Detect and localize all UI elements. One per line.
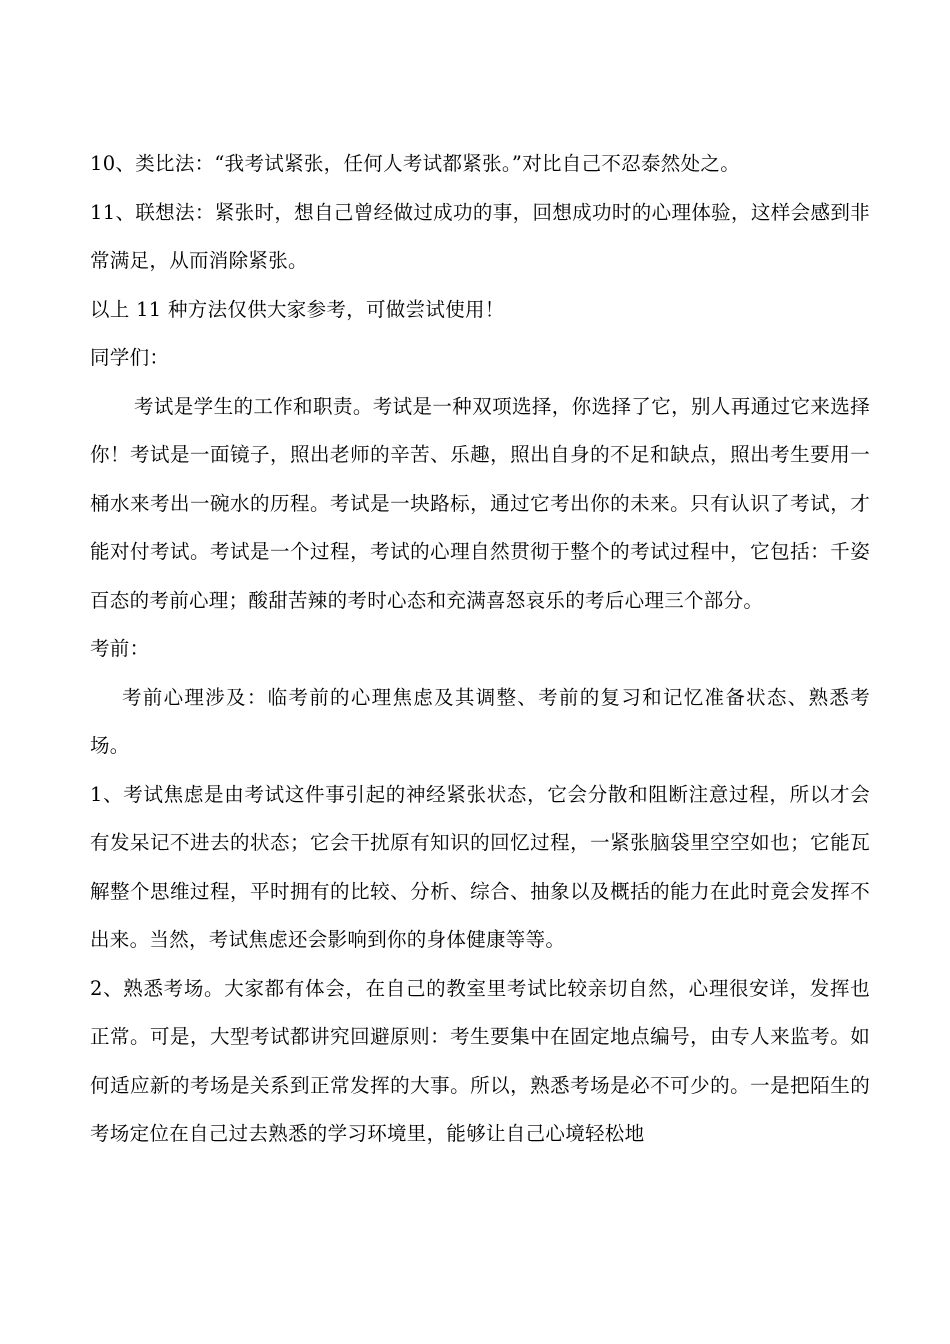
paragraph-point-1: 1、考试焦虑是由考试这件事引起的神经紧张状态，它会分散和阻断注意过程，所以才会有发呆记不进去的状态；它会干扰原有知识的回忆过程，一紧张脑袋里空空如也；它能瓦解整个思维过程，平时拥有的比较、分析、综合、抽象以及概括的能力在此时竟会发挥不出来。当然，考试焦虑还会影响到你的身体健康等等。 (90, 782, 870, 951)
paragraph-greeting: 同学们： (90, 346, 170, 369)
paragraph-summary: 以上 11 种方法仅供大家参考，可做尝试使用！ (90, 297, 505, 321)
paragraph-tip-10: 10、类比法：“我考试紧张，任何人考试都紧张。”对比自己不忍泰然处之。 (90, 152, 741, 175)
paragraph-tip-11: 11、联想法：紧张时，想自己曾经做过成功的事，回想成功时的心理体验，这样会感到非常满足，从而消除紧张。 (90, 200, 870, 272)
paragraph-intro: 考试是学生的工作和职责。考试是一种双项选择，你选择了它，别人再通过它来选择你！考试是一面镜子，照出老师的辛苦、乐趣，照出自身的不足和缺点，照出考生要用一桶水来考出一碗水的历程。考试是一块路标，通过它考出你的未来。只有认识了考试，才能对付考试。考试是一个过程，考试的心理自然贯彻于整个的考试过程中，它包括：千姿百态的考前心理；酸甜苦辣的考时心态和充满喜怒哀乐的考后心理三个部分。 (90, 394, 870, 612)
paragraph-section-intro: 考前心理涉及：临考前的心理焦虑及其调整、考前的复习和记忆准备状态、熟悉考场。 (90, 685, 870, 757)
paragraph-point-2: 2、熟悉考场。大家都有体会，在自己的教室里考试比较亲切自然，心理很安详，发挥也正常。可是，大型考试都讲究回避原则：考生要集中在固定地点编号，由专人来监考。如何适应新的考场是关系到正常发挥的大事。所以，熟悉考场是必不可少的。一是把陌生的考场定位在自己过去熟悉的学习环境里，能够让自己心境轻松地 (90, 976, 870, 1145)
section-heading: 考前： (90, 637, 150, 660)
document-body (90, 140, 870, 1159)
